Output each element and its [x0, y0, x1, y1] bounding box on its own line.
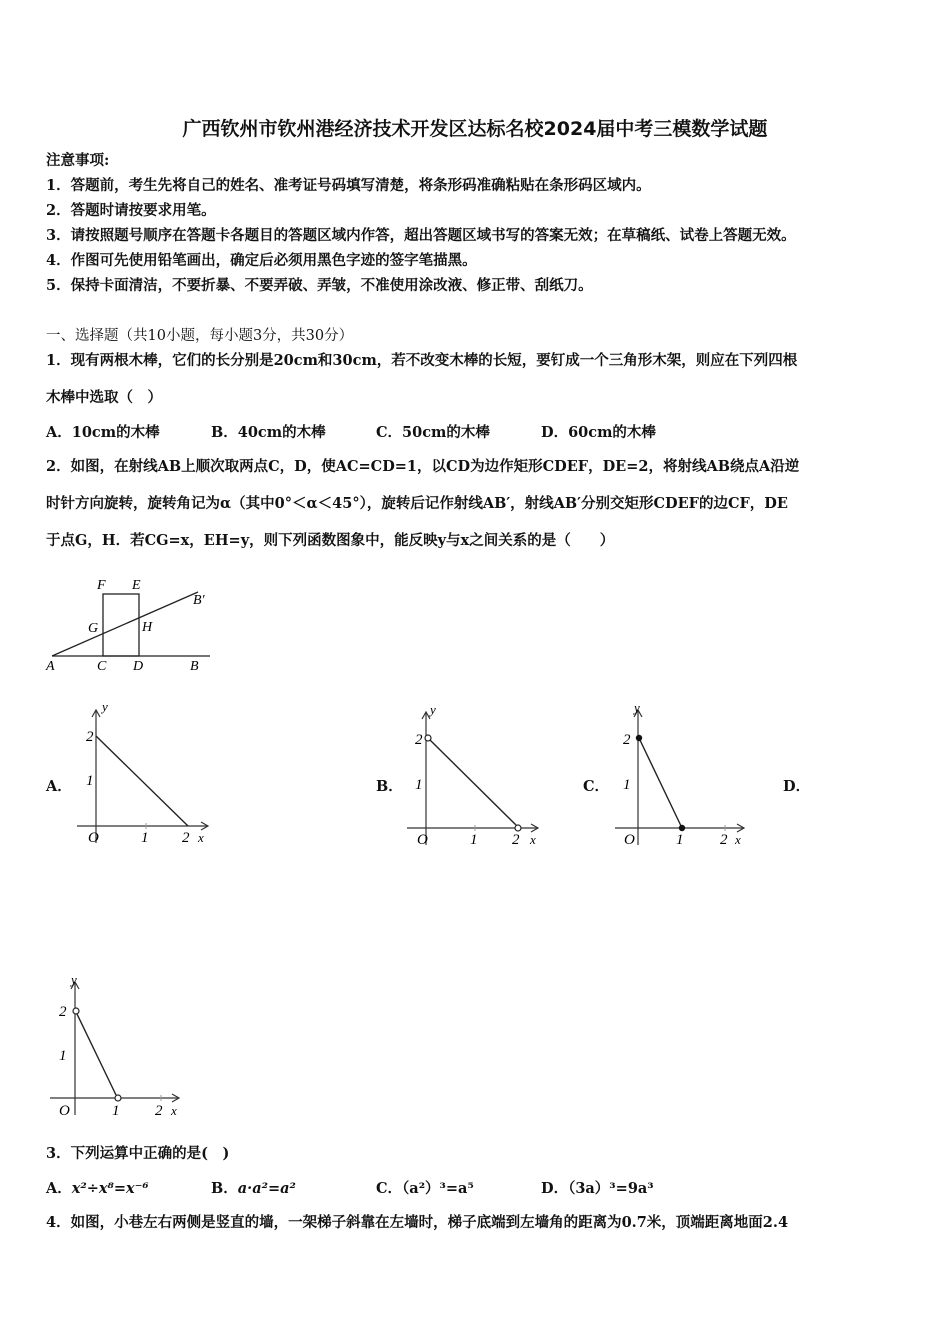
- tick-y1: 1: [623, 777, 631, 793]
- axis-y: y: [71, 972, 77, 987]
- q3-option-d-label: D．: [541, 1180, 569, 1197]
- q2-graph-c: [610, 698, 760, 850]
- axis-x: x: [530, 832, 536, 847]
- axis-y: y: [102, 699, 108, 714]
- q1-stem-line1: 1．现有两根木棒，它们的长分别是20cm和30cm，若不改变木棒的长短，要钉成一个三角形木架，则应在下列四根: [46, 352, 798, 369]
- notice-item: 5．保持卡面清洁，不要折暴、不要弄破、弄皱，不准使用涂改液、修正带、刮纸刀。: [46, 277, 593, 294]
- q3-option-b-label: B．: [211, 1180, 238, 1197]
- tick-y2: 2: [86, 729, 94, 745]
- q2-option-d-label: D．: [783, 778, 811, 795]
- origin: O: [88, 830, 99, 846]
- tick-y2: 2: [59, 1004, 67, 1020]
- axis-x: x: [171, 1103, 177, 1118]
- q2-option-a-label: A．: [46, 778, 72, 795]
- notice-item: 2．答题时请按要求用笔。: [46, 202, 216, 219]
- q3-option-b-text: a·a²=a²: [237, 1180, 296, 1197]
- q3-option-c: [376, 1180, 474, 1198]
- origin: O: [624, 832, 635, 848]
- tick-x2: 2: [512, 832, 520, 848]
- q2-option-b-label: B．: [376, 778, 403, 795]
- label-d: D: [133, 659, 144, 674]
- label-e: E: [132, 578, 141, 593]
- notice-item: 1．答题前，考生先将自己的姓名、准考证号码填写清楚，将条形码准确粘贴在条形码区域内。: [46, 177, 651, 194]
- label-c: C: [97, 659, 107, 674]
- notice-item: 4．作图可先使用铅笔画出，确定后必须用黑色字迹的签字笔描黑。: [46, 252, 477, 269]
- axis-y: y: [634, 700, 640, 715]
- q2-stem-line3: 于点G，H．若CG=x，EH=y，则下列函数图象中，能反映y与x之间关系的是（ ）: [46, 532, 615, 549]
- q2-graph-b: [402, 698, 552, 850]
- q3-stem: 3．下列运算中正确的是( ): [46, 1145, 230, 1162]
- q2-geometry-figure: [40, 574, 220, 678]
- tick-x2: 2: [182, 830, 190, 846]
- q2-option-c-label: C．: [583, 778, 610, 795]
- tick-y2: 2: [415, 732, 423, 748]
- q4-stem-line1: 4．如图，小巷左右两侧是竖直的墙，一架梯子斜靠在左墙时，梯子底端到左墙角的距离为0.7米，顶端距离地面2.4: [46, 1214, 789, 1231]
- tick-y1: 1: [59, 1048, 67, 1064]
- axis-y: y: [430, 702, 436, 717]
- label-a: A: [46, 659, 55, 674]
- q3-option-d-text: （3a）³=9a³: [568, 1180, 654, 1197]
- tick-x1: 1: [676, 832, 684, 848]
- q1-option-c: C．50cm的木棒: [376, 424, 490, 441]
- axis-x: x: [735, 832, 741, 847]
- tick-x2: 2: [155, 1103, 163, 1119]
- tick-y1: 1: [415, 777, 423, 793]
- origin: O: [417, 832, 428, 848]
- q3-option-a-label: A．: [46, 1180, 72, 1197]
- section-heading: 一、选择题（共10小题，每小题3分，共30分）: [46, 328, 354, 344]
- q2-stem-line1: 2．如图，在射线AB上顺次取两点C，D，使AC=CD=1，以CD为边作矩形CDEF，DE=2，将射线AB绕点A沿逆: [46, 458, 800, 475]
- q1-option-d: D．60cm的木棒: [541, 424, 656, 441]
- q3-option-d: [541, 1180, 654, 1198]
- q3-option-c-text: （a²）³=a⁵: [402, 1180, 474, 1197]
- origin: O: [59, 1103, 70, 1119]
- tick-x1: 1: [470, 832, 478, 848]
- label-f: F: [97, 578, 106, 593]
- notice-item: 3．请按照题号顺序在答题卡各题目的答题区域内作答，超出答题区域书写的答案无效；在草稿纸、试卷上答题无效。: [46, 227, 796, 244]
- tick-y2: 2: [623, 732, 631, 748]
- tick-x2: 2: [720, 832, 728, 848]
- q2-graph-a: [72, 698, 222, 850]
- notice-heading: 注意事项:: [46, 152, 110, 169]
- q3-option-a: [46, 1180, 149, 1198]
- label-b-prime: B′: [193, 593, 205, 608]
- axis-x: x: [198, 830, 204, 845]
- q3-option-b: [211, 1180, 296, 1198]
- q2-graph-d: [45, 970, 195, 1122]
- page-title: 广西钦州市钦州港经济技术开发区达标名校2024届中考三模数学试题: [182, 118, 768, 140]
- tick-y1: 1: [86, 773, 94, 789]
- q1-option-b: B．40cm的木棒: [211, 424, 326, 441]
- q3-option-c-label: C．: [376, 1180, 403, 1197]
- q2-stem-line2: 时针方向旋转，旋转角记为α（其中0°＜α＜45°），旋转后记作射线AB′，射线AB′分别交矩形CDEF的边CF，DE: [46, 495, 788, 512]
- tick-x1: 1: [112, 1103, 120, 1119]
- label-g: G: [88, 621, 99, 636]
- tick-x1: 1: [141, 830, 149, 846]
- q1-option-a: A．10cm的木棒: [46, 424, 160, 441]
- q1-stem-line2: 木棒中选取（ ）: [46, 389, 162, 406]
- q3-option-a-text: x²÷x⁸=x⁻⁶: [71, 1180, 149, 1197]
- label-h: H: [142, 620, 153, 635]
- label-b: B: [190, 659, 199, 674]
